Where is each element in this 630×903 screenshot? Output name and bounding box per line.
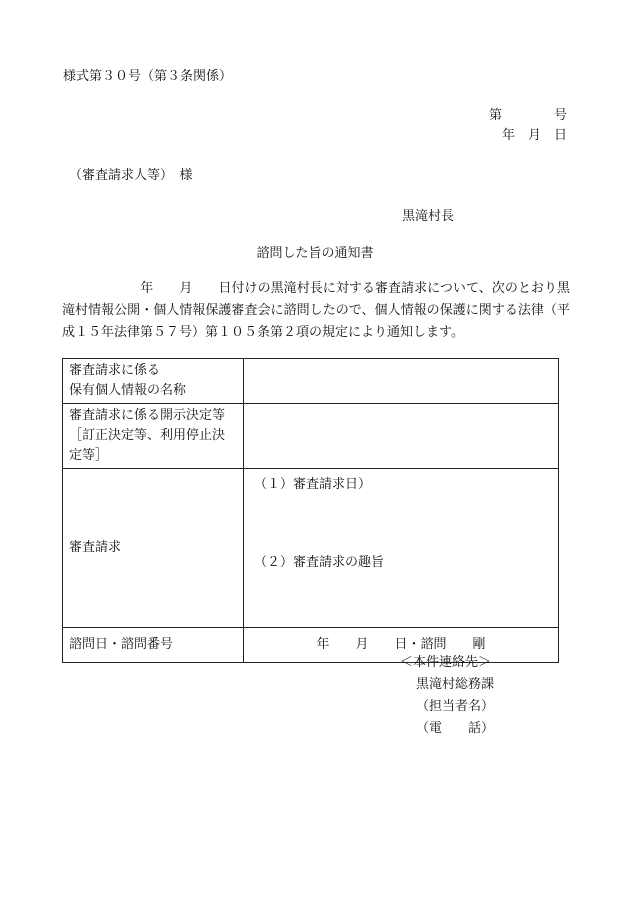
table-label-cell	[63, 404, 244, 469]
row3-label: 審査請求	[63, 469, 244, 628]
contact-department: 黒滝村総務課	[416, 677, 495, 692]
contact-person: （担当者名）	[416, 699, 495, 714]
document-date-line: 年 月 日	[501, 128, 567, 143]
table-value-cell	[244, 469, 559, 628]
sender: 黒滝村長	[402, 209, 455, 224]
body-paragraph: 年 月 日付けの黒滝村長に対する審査請求について、次のとおり黒滝村情報公開・個人情報保護審査会に諮問したので、個人情報の保護に関する法律（平成１５年法律第５７号）第１０５条第２項の規定により通知します。	[62, 281, 570, 340]
document-number-line: 第 号	[488, 108, 567, 123]
table-row	[63, 404, 559, 469]
table-row	[63, 359, 559, 404]
row1-label-line1: 審査請求に係る	[69, 363, 161, 378]
contact-block	[400, 652, 494, 740]
row4-label: 諮問日・諮問番号	[63, 628, 244, 663]
document-title: 諮問した旨の通知書	[256, 246, 374, 261]
contact-heading: ＜本件連絡先＞	[400, 655, 492, 670]
table-row	[63, 469, 559, 628]
row1-label-line2: 保有個人情報の名称	[69, 383, 187, 398]
row4-value: 年 月 日・諮問 剛	[244, 628, 559, 663]
row2-label-line2: ［訂正決定等、利用停止決定等］	[69, 428, 226, 463]
request-table	[62, 358, 559, 663]
form-number: 様式第３０号（第３条関係）	[63, 69, 233, 84]
table-value-cell	[244, 359, 559, 404]
row2-label-line1: 審査請求に係る開示決定等	[69, 408, 226, 423]
table-label-cell	[63, 359, 244, 404]
table-value-cell	[244, 404, 559, 469]
request-purpose-item: （２）審査請求の趣旨	[254, 555, 385, 570]
request-date-item: （１）審査請求日）	[254, 477, 372, 492]
contact-phone: （電 話）	[416, 721, 495, 736]
addressee: （審査請求人等） 様	[69, 168, 193, 183]
